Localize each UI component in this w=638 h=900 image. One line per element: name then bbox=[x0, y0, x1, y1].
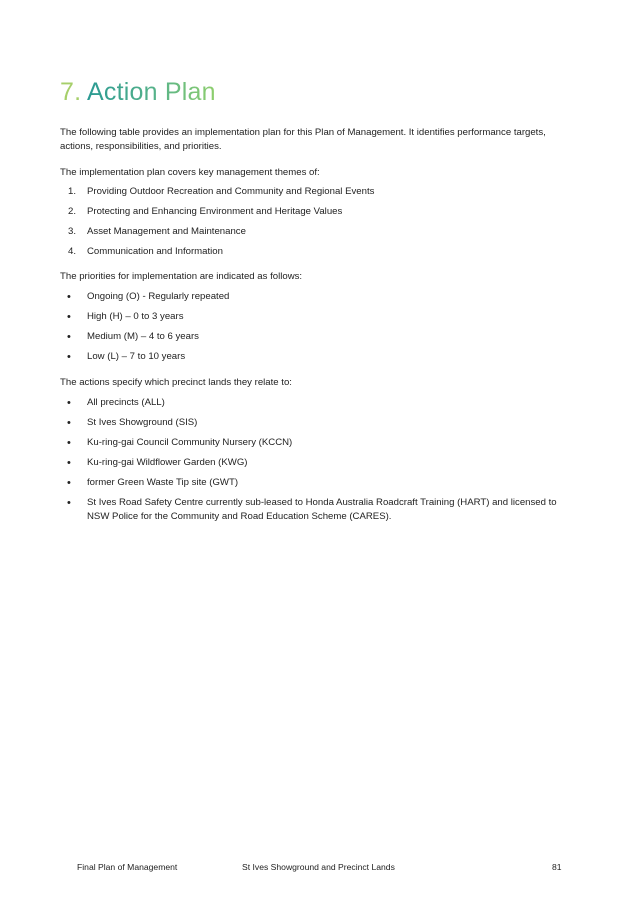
footer-page-number: 81 bbox=[552, 862, 562, 872]
list-item-text: Medium (M) – 4 to 6 years bbox=[87, 331, 199, 342]
list-item bbox=[60, 436, 575, 450]
list-item-text: All precincts (ALL) bbox=[87, 397, 165, 408]
list-item-text: Providing Outdoor Recreation and Community and Regional Events bbox=[87, 186, 375, 197]
list-number: 1. bbox=[68, 186, 77, 197]
list-item-text: Protecting and Enhancing Environment and Heritage Values bbox=[87, 206, 343, 217]
bullet-icon: • bbox=[67, 397, 71, 409]
bullet-icon: • bbox=[67, 417, 71, 429]
list-item bbox=[60, 290, 575, 304]
list-item-text: Ku-ring-gai Council Community Nursery (KCCN) bbox=[87, 437, 293, 448]
list-item-text: Communication and Information bbox=[87, 246, 223, 257]
priorities-list bbox=[60, 290, 575, 364]
bullet-icon: • bbox=[67, 351, 71, 363]
list-item bbox=[60, 310, 575, 324]
footer-site-name: St Ives Showground and Precinct Lands bbox=[242, 862, 395, 872]
list-number: 2. bbox=[68, 206, 77, 217]
list-number: 4. bbox=[68, 246, 77, 257]
precincts-list bbox=[60, 396, 575, 524]
list-item bbox=[60, 205, 575, 219]
section-title: Action Plan bbox=[87, 78, 216, 106]
list-item bbox=[60, 396, 575, 410]
priorities-intro: The priorities for implementation are indicated as follows: bbox=[60, 271, 303, 282]
list-item bbox=[60, 330, 575, 344]
list-item bbox=[60, 476, 575, 490]
list-item-text: St Ives Showground (SIS) bbox=[87, 417, 198, 428]
bullet-icon: • bbox=[67, 311, 71, 323]
bullet-icon: • bbox=[67, 457, 71, 469]
bullet-icon: • bbox=[67, 437, 71, 449]
list-item-text: Asset Management and Maintenance bbox=[87, 226, 246, 237]
list-item bbox=[60, 456, 575, 470]
list-item-text: High (H) – 0 to 3 years bbox=[87, 311, 184, 322]
list-item-text: St Ives Road Safety Centre currently sub-leased to Honda Australia Roadcraft Training (HART) and licensed to NSW Police for the Community and Road Education Scheme (CARES). bbox=[87, 497, 557, 522]
list-item bbox=[60, 496, 575, 524]
footer-document-title: Final Plan of Management bbox=[77, 862, 178, 872]
list-item-text: Ku-ring-gai Wildflower Garden (KWG) bbox=[87, 457, 248, 468]
bullet-icon: • bbox=[67, 477, 71, 489]
list-number: 3. bbox=[68, 226, 77, 237]
section-heading bbox=[60, 76, 216, 108]
themes-intro: The implementation plan covers key management themes of: bbox=[60, 167, 320, 178]
list-item bbox=[60, 225, 575, 239]
list-item bbox=[60, 185, 575, 199]
themes-list bbox=[60, 185, 575, 259]
list-item bbox=[60, 416, 575, 430]
bullet-icon: • bbox=[67, 291, 71, 303]
list-item-text: Low (L) – 7 to 10 years bbox=[87, 351, 186, 362]
section-number: 7. bbox=[60, 78, 82, 106]
list-item bbox=[60, 350, 575, 364]
list-item-text: former Green Waste Tip site (GWT) bbox=[87, 477, 239, 488]
list-item bbox=[60, 245, 575, 259]
bullet-icon: • bbox=[67, 497, 71, 509]
precincts-intro: The actions specify which precinct lands they relate to: bbox=[60, 377, 292, 388]
list-item-text: Ongoing (O) - Regularly repeated bbox=[87, 291, 230, 302]
intro-paragraph: The following table provides an implementation plan for this Plan of Management. It identifies performance targets, actions, responsibilities, and priorities. bbox=[60, 127, 546, 152]
bullet-icon: • bbox=[67, 331, 71, 343]
